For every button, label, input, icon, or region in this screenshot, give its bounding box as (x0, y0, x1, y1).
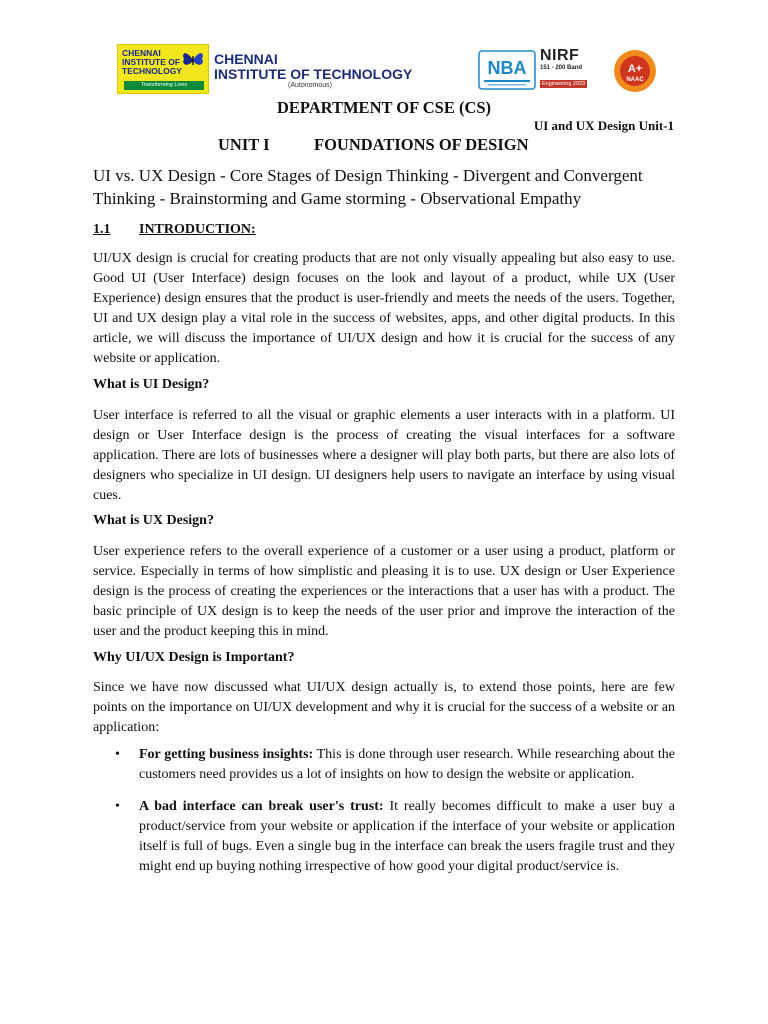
naac-label: NAAC (626, 77, 644, 83)
institute-name-line-1: CHENNAI (214, 51, 278, 67)
logo-line-1: CHENNAI (122, 48, 161, 58)
department-title: DEPARTMENT OF CSE (CS) (276, 98, 492, 117)
ui-design-paragraph: User interface is referred to all the visual or graphic elements a user interacts with in a platform. UI design or User Interface design is the process of creating the visual interfaces for a software application. There are lots of businesses where a designer will play both parts, but there are also lots of designers who specialize in UI design. UI designers help users to navigate an interface by using visual cues. (93, 408, 675, 503)
nirf-band: 151 - 200 Band (540, 65, 583, 71)
importance-bullet-list (93, 745, 675, 877)
why-important-heading: Why UI/UX Design is Important? (93, 650, 295, 665)
bullet-lead: For getting business insights: (139, 747, 314, 762)
unit-title: FOUNDATIONS OF DESIGN (314, 135, 529, 154)
section-heading (93, 222, 256, 238)
ux-design-heading: What is UX Design? (93, 513, 214, 528)
section-title: INTRODUCTION: (139, 222, 256, 237)
institute-name-line-2: INSTITUTE OF TECHNOLOGY (214, 66, 413, 82)
unit-number: UNIT I (218, 135, 270, 154)
bullet-item (93, 797, 675, 877)
intro-paragraph: UI/UX design is crucial for creating products that are not only visually appealing but also easy to use. Good UI (User Interface) design focuses on the look and layout of a product, while UX (User Experience) design ensures that the product is user-friendly and meets the needs of the users. Together, UI and UX design play a vital role in the success of websites, apps, and other digital products. In this article, we will discuss the importance of UI/UX design and how it is crucial for the success of any website or application. (93, 251, 675, 366)
butterfly-icon (180, 47, 206, 73)
unit-heading (218, 135, 529, 155)
institute-logo (117, 44, 209, 94)
nirf-ranking-logo (540, 47, 606, 91)
bullet-item (93, 745, 675, 785)
logo-line-2: INSTITUTE OF (122, 57, 181, 67)
nirf-category: Engineering 2023 (542, 81, 586, 87)
bullet-text: This is done through user research. While researching about the customers need provides us a lot of insights on how to design the website or application. (139, 747, 675, 782)
institute-name (214, 51, 413, 89)
ux-design-paragraph: User experience refers to the overall experience of a customer or a user using a product, platform or service. Especially in terms of how simplistic and pleasing it is to use. UX design or User Experience design is the process of creating the experiences or the interactions that a user has with a product. The basic principle of UX design is to keep the needs of the user prior and improve the interaction of the user and the product keeping this in mind. (93, 544, 675, 639)
bullet-text: It really becomes difficult to make a user buy a product/service from your website or application if the interface of your website or application itself is full of bugs. Even a single bug in the interface can break the users fragile trust and they might end up buying nothing irrespective of how good your digital product/service is. (139, 799, 675, 874)
bullet-dot-icon: • (115, 747, 120, 762)
unit-topics: UI vs. UX Design - Core Stages of Design Thinking - Divergent and Convergent Thinking - Brainstorming and Game storming - Observational Empathy (93, 166, 643, 208)
bullet-dot-icon: • (115, 799, 120, 814)
section-number: 1.1 (93, 222, 111, 237)
naac-badge-icon (612, 48, 658, 94)
why-important-paragraph: Since we have now discussed what UI/UX design actually is, to extend those points, here are few points on the importance on UI/UX development and why it is crucial for the success of a website or an application: (93, 680, 675, 735)
logo-tagline: Transforming Lives (124, 81, 204, 90)
nba-accreditation-logo (478, 50, 536, 90)
unit-reference: UI and UX Design Unit-1 (533, 118, 674, 133)
bullet-lead: A bad interface can break user's trust: (139, 799, 384, 814)
logo-line-3: TECHNOLOGY (122, 66, 182, 76)
nba-label: NBA (487, 58, 527, 78)
institute-status: (Autonomous) (288, 82, 332, 89)
ui-design-heading: What is UI Design? (93, 377, 210, 392)
nirf-title: NIRF (540, 47, 580, 64)
naac-grade: A+ (627, 63, 643, 75)
